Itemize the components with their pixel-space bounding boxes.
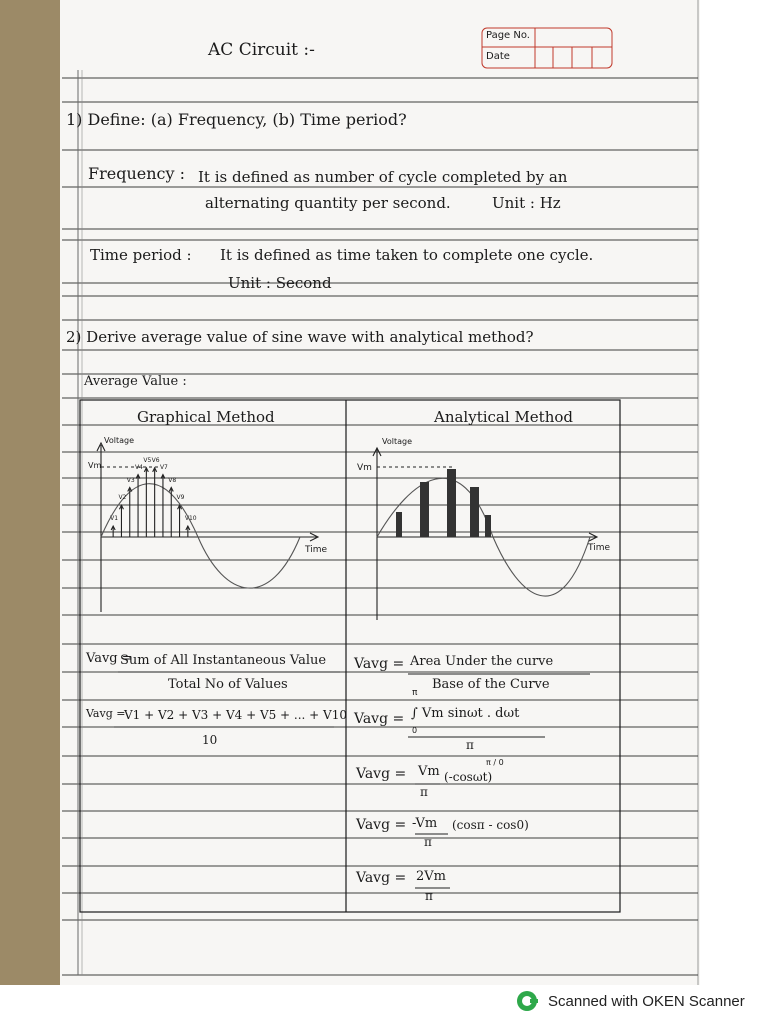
frequency-definition-line-2: alternating quantity per second. — [205, 194, 451, 212]
analytical-step-3-limits: π / 0 — [486, 758, 504, 767]
graphical-formula-1-lhs: Vavg = — [86, 651, 133, 666]
analytical-x-label: Time — [588, 543, 611, 553]
ordinate-label: V1 — [110, 515, 119, 523]
analytical-step-1-denominator: Base of the Curve — [432, 677, 550, 692]
page-no-label: Page No. — [486, 30, 530, 41]
ordinate-label: V2 — [118, 494, 127, 502]
graphical-formula-1-denominator: Total No of Values — [168, 677, 288, 692]
analytical-step-2-lower-limit: 0 — [412, 726, 418, 735]
time-period-term: Time period : — [90, 246, 192, 264]
scanner-text: Scanned with OKEN Scanner — [548, 992, 745, 1010]
frequency-unit: Unit : Hz — [492, 194, 561, 212]
analytical-step-4-lhs: Vavg = — [356, 817, 407, 833]
ordinate-label: V8 — [168, 476, 177, 484]
analytical-step-5-numerator: 2Vm — [416, 869, 446, 884]
question-1: 1) Define: (a) Frequency, (b) Time period? — [66, 110, 407, 129]
graphical-formula-2-lhs: Vavg = — [86, 707, 126, 720]
analytical-step-2-numerator: ∫ Vm sinωt . dωt — [411, 706, 520, 721]
analytical-step-3-denominator: π — [420, 785, 428, 799]
analytical-step-3-rest: (-cosωt) — [444, 770, 493, 784]
analytical-step-1-numerator: Area Under the curve — [410, 654, 554, 669]
graphical-formula-1-numerator: Sum of All Instantaneous Value — [120, 653, 327, 668]
analytical-step-5-lhs: Vavg = — [356, 870, 407, 886]
graphical-formula-2-denominator: 10 — [202, 733, 218, 747]
scanner-watermark — [516, 988, 745, 1014]
analytical-method-heading: Analytical Method — [434, 408, 573, 426]
ordinate-label: V5 — [143, 456, 152, 464]
paper-sheet — [60, 0, 700, 985]
graphical-y-label: Voltage — [104, 436, 135, 445]
analytical-step-2-lhs: Vavg = — [354, 711, 405, 727]
ordinate-label: V7 — [159, 463, 168, 471]
oken-scanner-logo-icon — [516, 990, 538, 1012]
time-period-unit: Unit : Second — [228, 274, 332, 292]
ordinate-label: V10 — [184, 515, 197, 523]
analytical-y-label: Voltage — [382, 437, 413, 446]
analytical-vm-label: Vm — [357, 463, 372, 473]
analytical-step-2-denominator: π — [466, 738, 474, 752]
analytical-step-2-upper-limit: π — [412, 688, 418, 698]
analytical-step-4-denominator: π — [424, 835, 432, 849]
frequency-term: Frequency : — [88, 164, 186, 183]
graphical-x-label: Time — [305, 545, 328, 555]
graphical-method-heading: Graphical Method — [137, 408, 275, 426]
analytical-step-4-numerator: -Vm — [412, 816, 438, 831]
graphical-formula-2-numerator: V1 + V2 + V3 + V4 + V5 + ... + V10 — [124, 708, 347, 722]
ordinate-label: V3 — [126, 476, 135, 484]
ordinate-label: V9 — [176, 494, 185, 502]
ordinate-label: V6 — [151, 456, 160, 464]
date-label: Date — [486, 51, 510, 62]
time-period-definition: It is defined as time taken to complete one cycle. — [220, 246, 594, 264]
page-title: AC Circuit :- — [208, 40, 315, 60]
analytical-step-3-numerator: Vm — [418, 764, 440, 779]
average-value-heading: Average Value : — [84, 374, 187, 389]
analytical-step-4-rest: (cosπ - cos0) — [452, 818, 529, 832]
analytical-step-1-lhs: Vavg = — [354, 656, 405, 672]
analytical-step-5-denominator: π — [425, 889, 433, 903]
desk-edge-left — [0, 0, 68, 985]
graphical-vm-label: Vm — [88, 461, 102, 470]
frequency-definition-line-1: It is defined as number of cycle completed by an — [198, 168, 568, 186]
analytical-step-3-lhs: Vavg = — [356, 766, 407, 782]
question-2: 2) Derive average value of sine wave with analytical method? — [66, 328, 534, 346]
ordinate-label: V4 — [135, 463, 143, 471]
